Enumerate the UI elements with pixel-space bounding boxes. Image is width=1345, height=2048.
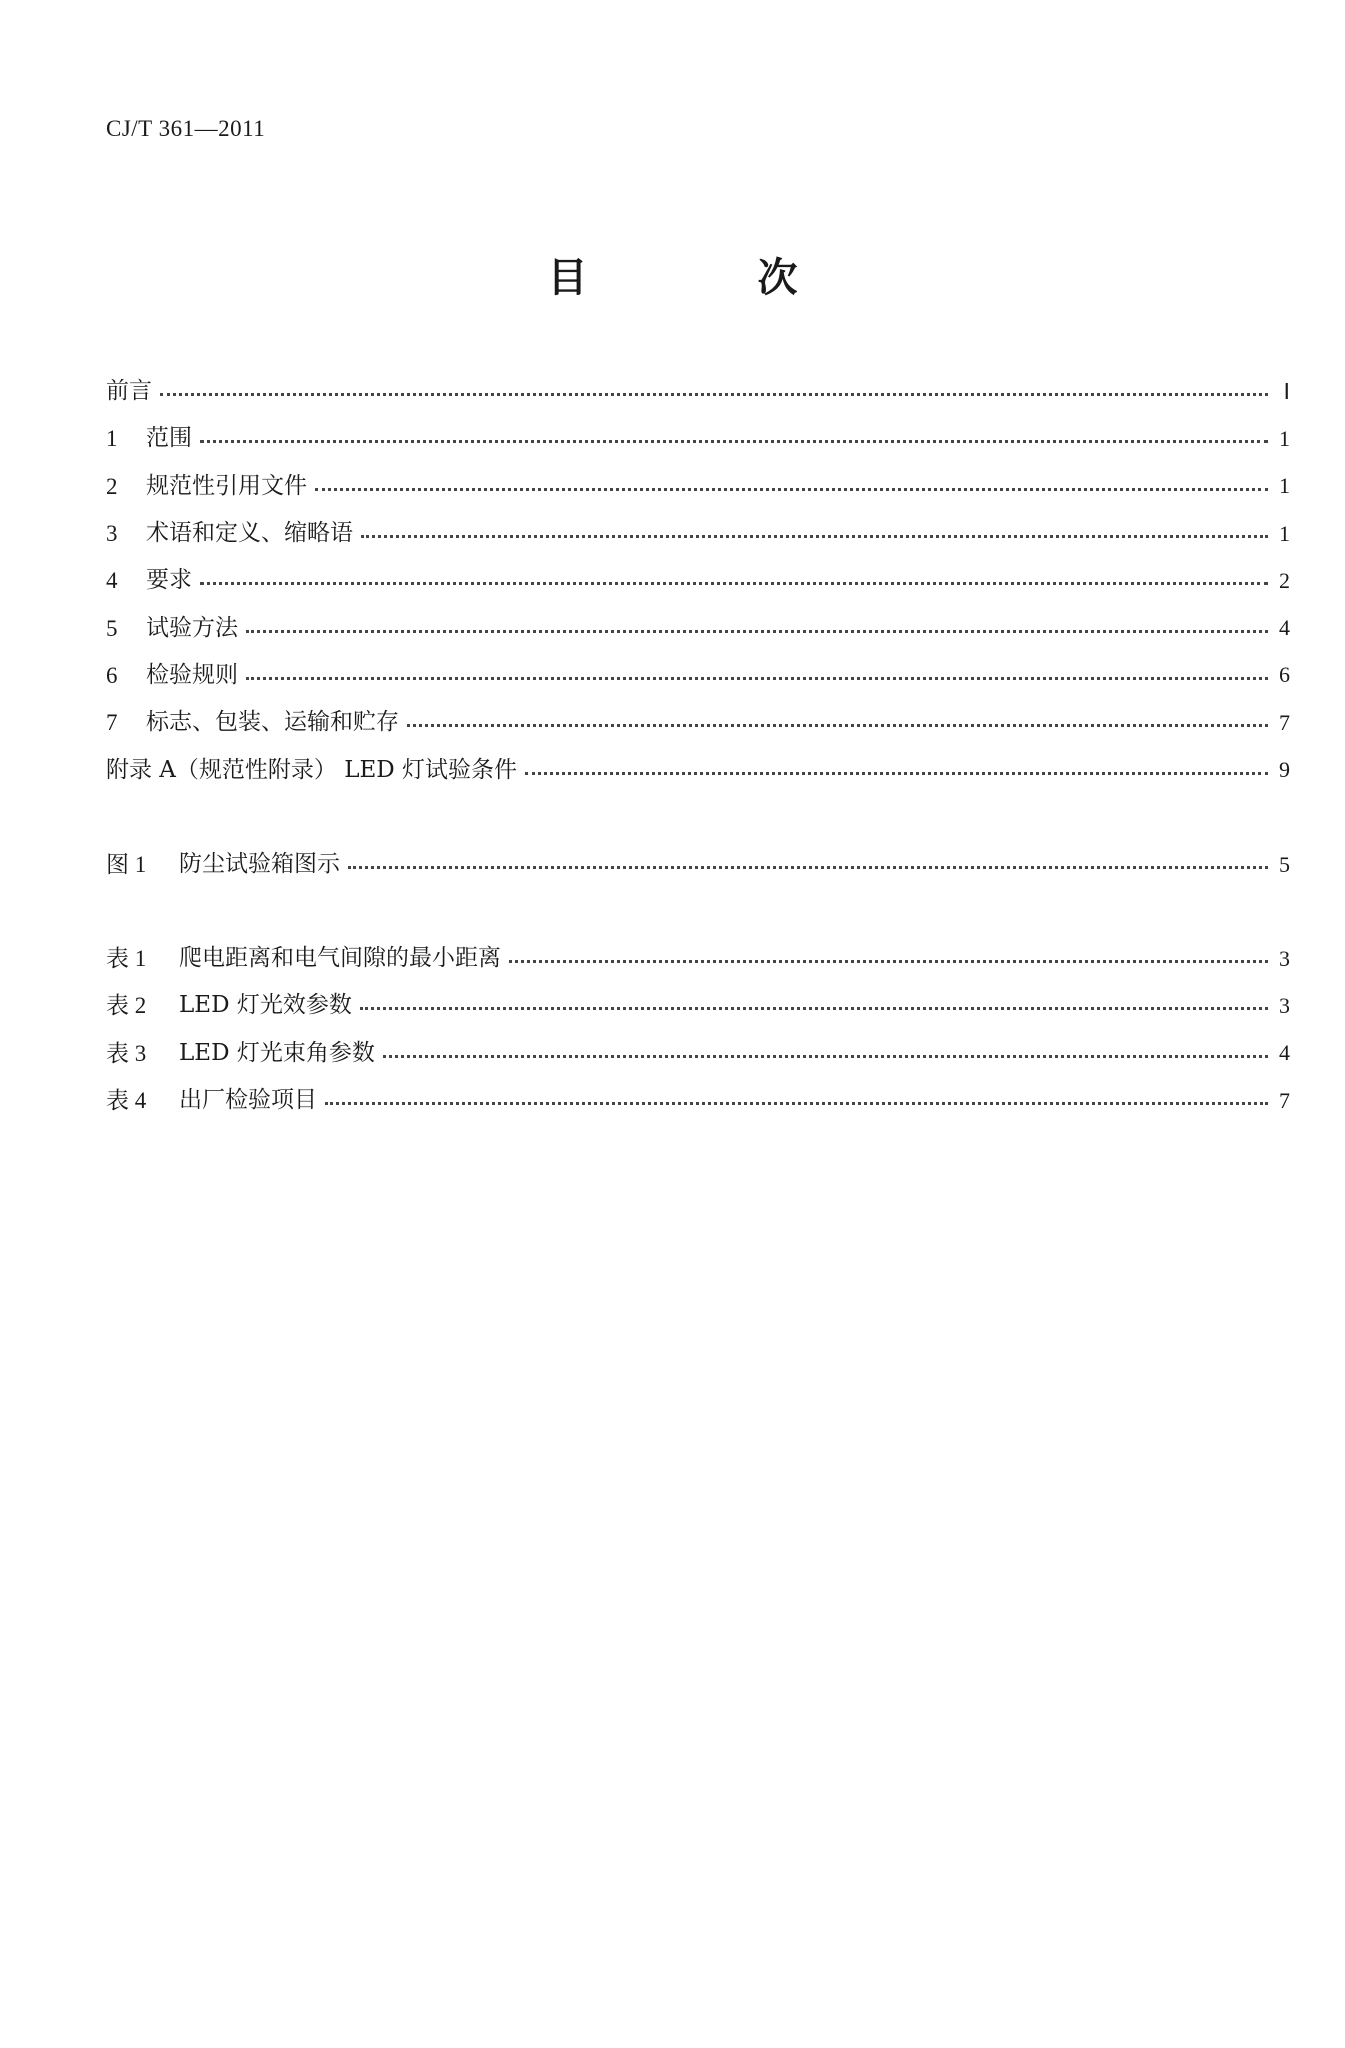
toc-entry-label: 附录 A（规范性附录） LED 灯试验条件 [106, 756, 518, 783]
dot-leader [383, 1055, 1268, 1058]
dot-leader [407, 724, 1268, 727]
toc-page-number: 2 [1279, 567, 1290, 593]
toc-page-number: 7 [1279, 709, 1290, 735]
toc-entry-label: 术语和定义、缩略语 [146, 520, 353, 547]
dot-leader [360, 1007, 1268, 1010]
toc-entry-number: 4 [106, 568, 118, 594]
page-title: 目 次 [547, 255, 876, 301]
dot-leader [200, 582, 1268, 585]
toc-contents [106, 368, 1290, 794]
toc-entry-normative-references[interactable] [106, 463, 1290, 510]
toc-entry-label: 检验规则 [146, 661, 238, 688]
dot-leader [325, 1102, 1268, 1105]
dot-leader [509, 960, 1268, 963]
figure-number: 图 1 [106, 852, 147, 878]
toc-page-number: 6 [1279, 662, 1290, 688]
table-number: 表 3 [106, 1040, 147, 1066]
toc-page-number: 3 [1279, 945, 1290, 971]
dot-leader [348, 866, 1268, 869]
table-number: 表 4 [106, 1088, 147, 1114]
dot-leader [246, 630, 1268, 633]
dot-leader [361, 535, 1268, 538]
toc-entry-requirements[interactable] [106, 557, 1290, 604]
dot-leader [246, 677, 1268, 680]
toc-entry-number: 1 [106, 426, 118, 452]
toc-entry-label: 规范性引用文件 [146, 472, 307, 499]
toc-entry-table-4[interactable] [106, 1077, 1290, 1124]
toc-page-number: 4 [1279, 615, 1290, 641]
toc-entry-label: LED 灯光效参数 [179, 992, 352, 1019]
toc-page-number: 3 [1279, 992, 1290, 1018]
dot-leader [525, 772, 1268, 775]
toc-page-number: 1 [1279, 425, 1290, 451]
toc-entry-figure-1[interactable] [106, 841, 1290, 888]
toc-entry-annex-a[interactable] [106, 746, 1290, 793]
dot-leader [160, 393, 1268, 396]
toc-figures [106, 841, 1290, 888]
toc-entry-label: 标志、包装、运输和贮存 [146, 709, 399, 736]
toc-entry-marking-packaging[interactable] [106, 699, 1290, 746]
toc-entry-test-methods[interactable] [106, 604, 1290, 651]
dot-leader [200, 440, 1268, 443]
toc-page-number: 9 [1279, 757, 1290, 783]
toc-entry-table-1[interactable] [106, 935, 1290, 982]
toc-entry-number: 2 [106, 473, 118, 499]
toc-page-number: Ⅰ [1283, 378, 1290, 404]
toc-page-number: 7 [1279, 1087, 1290, 1113]
toc-entry-label: 范围 [146, 425, 192, 452]
toc-entry-label: LED 灯光束角参数 [179, 1039, 375, 1066]
table-number: 表 2 [106, 993, 147, 1019]
toc-entry-table-3[interactable] [106, 1030, 1290, 1077]
toc-entry-label: 要求 [146, 567, 192, 594]
toc-entry-label: 爬电距离和电气间隙的最小距离 [179, 945, 501, 972]
toc-entry-number: 5 [106, 615, 118, 641]
toc-entry-table-2[interactable] [106, 982, 1290, 1029]
toc-entry-label: 前言 [106, 378, 152, 405]
toc-page-number: 4 [1279, 1040, 1290, 1066]
toc-entry-number: 6 [106, 662, 118, 688]
toc-entry-inspection-rules[interactable] [106, 652, 1290, 699]
document-code: CJ/T 361—2011 [106, 116, 266, 141]
toc-page-number: 1 [1279, 473, 1290, 499]
toc-entry-number: 7 [106, 710, 118, 736]
toc-page-number: 1 [1279, 520, 1290, 546]
table-number: 表 1 [106, 946, 147, 972]
toc-tables [106, 935, 1290, 1124]
toc-entry-label: 试验方法 [146, 614, 238, 641]
toc-entry-foreword[interactable] [106, 368, 1290, 415]
toc-entry-terms[interactable] [106, 510, 1290, 557]
toc-page-number: 5 [1279, 851, 1290, 877]
dot-leader [315, 488, 1268, 491]
toc-entry-label: 出厂检验项目 [179, 1087, 317, 1114]
toc-entry-label: 防尘试验箱图示 [179, 851, 340, 878]
toc-entry-scope[interactable] [106, 415, 1290, 462]
toc-entry-number: 3 [106, 521, 118, 547]
